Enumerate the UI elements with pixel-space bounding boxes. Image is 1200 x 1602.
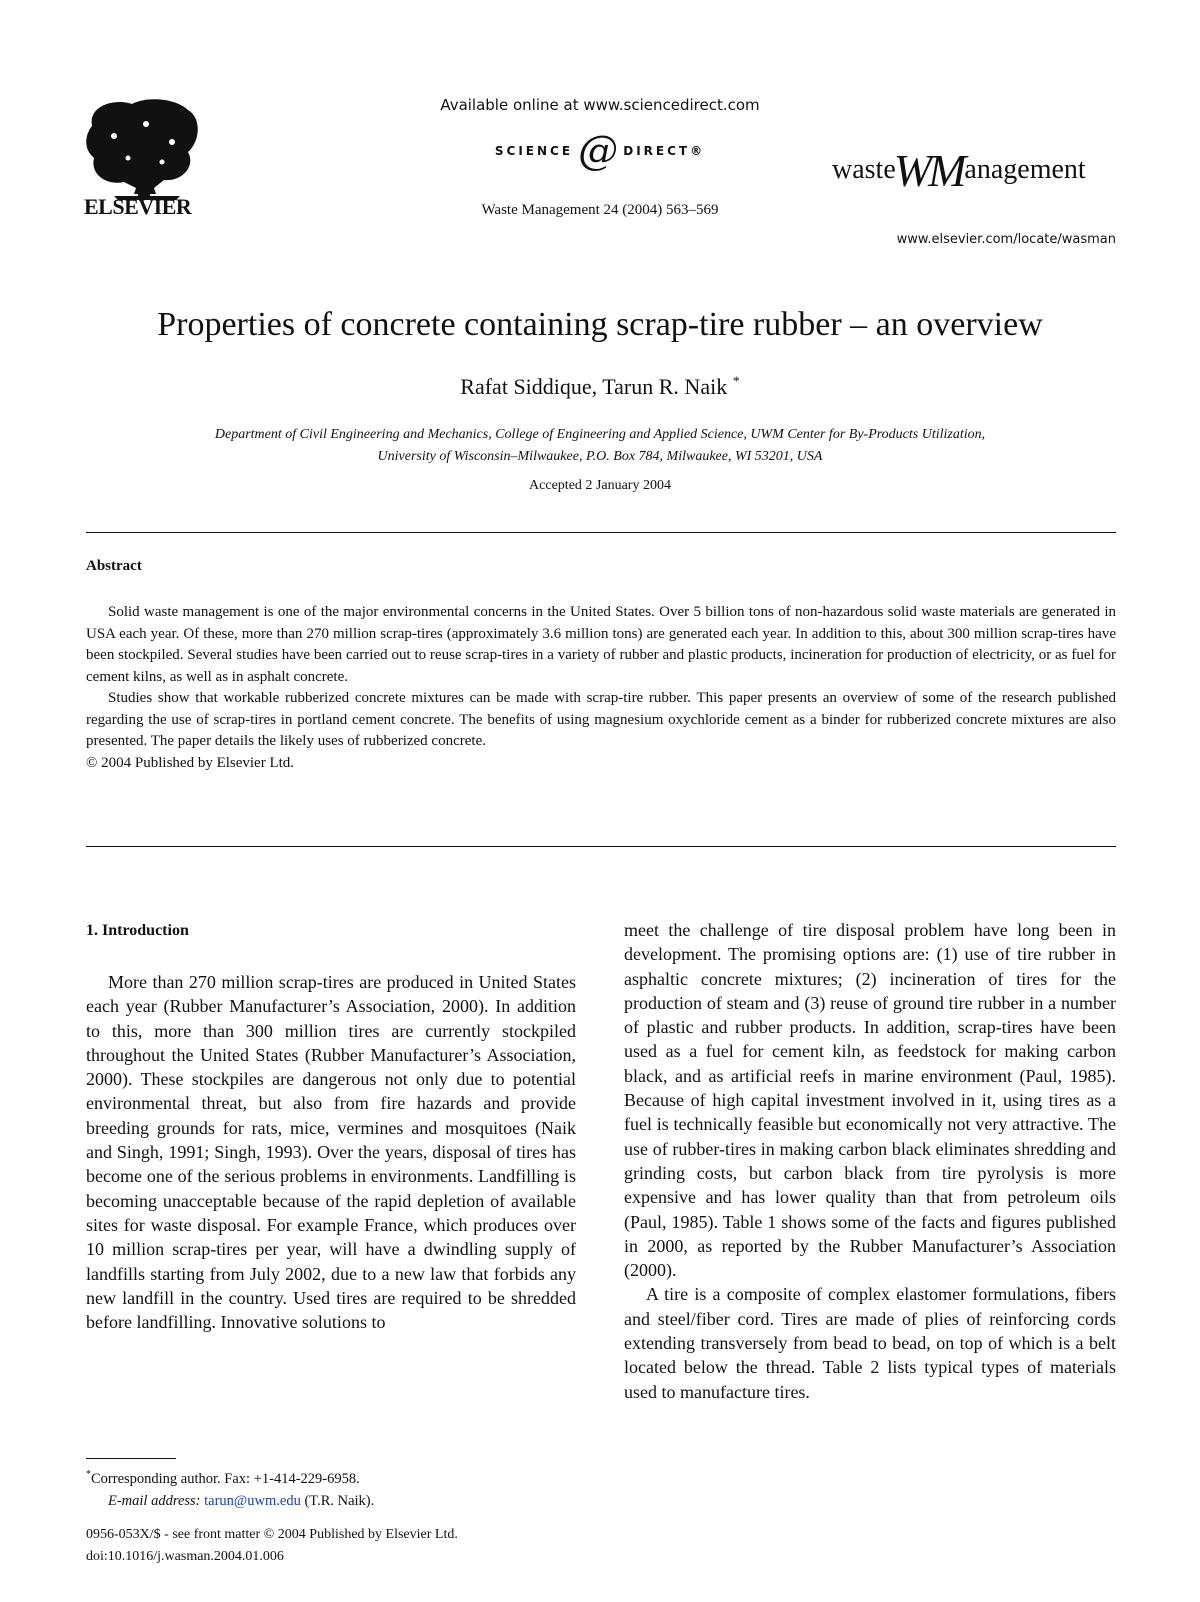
- author-names: Rafat Siddique, Tarun R. Naik: [460, 374, 728, 399]
- body-right-column: [624, 918, 1116, 1404]
- body-right-paragraph-2: A tire is a composite of complex elastomer formulations, fibers and steel/fiber cord. Tires are made of plies of reinforcing cords extending transversely from bead to bead, on top of which is a belt located below the thread. Table 2 lists typical types of materials used to manufacture tires.: [624, 1284, 1116, 1402]
- affiliation-line-1: Department of Civil Engineering and Mechanics, College of Engineering and Applied Science, UWM Center for By-Products Utilization,: [214, 427, 986, 442]
- abstract-top-rule: [86, 532, 1116, 533]
- footnote-email-owner: (T.R. Naik).: [304, 1492, 375, 1509]
- footnote-mark: *: [86, 1469, 91, 1480]
- footnote-corresponding: [86, 1464, 586, 1490]
- journal-logo-letter2: M: [928, 145, 967, 196]
- footnote-email-label: E-mail address:: [108, 1492, 201, 1509]
- article-title: Properties of concrete containing scrap-tire rubber – an overview: [157, 306, 1043, 343]
- footnote: [86, 1464, 586, 1512]
- sciencedirect-at-icon: @: [578, 128, 619, 174]
- abstract-paragraph-2: Studies show that workable rubberized concrete mixtures can be made with scrap-tire rubber. This paper presents an overview of some of the research published regarding the use of scrap-tires in portland cement concrete. The benefits of using magnesium oxychloride cement as a binder for rubberized concrete mixtures are also presented. The paper details the likely uses of rubberized concrete.: [86, 690, 1116, 749]
- corresponding-author-mark[interactable]: *: [732, 374, 740, 390]
- section-heading-introduction: 1. Introduction: [86, 922, 189, 939]
- journal-logo: [832, 136, 1086, 196]
- sciencedirect-right: DIRECT®: [623, 144, 706, 158]
- abstract-body: [86, 602, 1116, 774]
- body-left-paragraph-1: More than 270 million scrap-tires are produced in United States each year (Rubber Manufacturer’s Association, 2000). In addition to this, more than 300 million tires are currently stockpiled throughout the United States (Rubber Manufacturer’s Association, 2000). These stockpiles are dangerous not only due to potential environmental threat, but also from fire hazards and provide breeding grounds for rats, mice, vermines and mosquitoes (Naik and Singh, 1991; Singh, 1993). Over the years, disposal of tires has become one of the serious problems in environments. Landfilling is becoming unacceptable because of the rapid depletion of available sites for waste disposal. For example France, which produces over 10 million scrap-tires per year, will have a dwindling supply of landfills starting from July 2002, due to a new law that forbids any new landfill in the country. Used tires are required to be shredded before landfilling. Innovative solutions to: [86, 972, 576, 1333]
- journal-logo-letter1: W: [893, 145, 933, 196]
- abstract-heading: Abstract: [86, 558, 142, 574]
- abstract-copyright: © 2004 Published by Elsevier Ltd.: [86, 754, 295, 771]
- front-matter: [86, 1524, 458, 1568]
- publisher-name: ELSEVIER: [84, 194, 192, 219]
- abstract-paragraph-1: Solid waste management is one of the major environmental concerns in the United States. Over 5 billion tons of non-hazardous solid waste materials are generated in USA each year. Of these, more than 270 million scrap-tires (approximately 3.6 million tons) are generated each year. In addition to this, about 300 million scrap-tires have been stockpiled. Several studies have been carried out to reuse scrap-tires in a variety of rubber and plastic products, incineration for production of electricity, or as fuel for cement kilns, as well as in asphalt concrete.: [86, 604, 1116, 685]
- abstract-bottom-rule: [86, 846, 1116, 847]
- available-online-line: Available online at www.sciencedirect.com: [440, 96, 760, 114]
- body-right-paragraph-1: meet the challenge of tire disposal problem have long been in development. The promising options are: (1) use of tire rubber in asphaltic concrete mixtures; (2) incineration of tires for the production of steam and (3) reuse of ground tire rubber in a number of plastic and rubber products. In addition, scrap-tires have been used as a fuel for cement kiln, as feedstock for making carbon black, and as artificial reefs in marine environment (Paul, 1985). Because of high capital investment involved in it, using tires as a fuel is technically feasible but economically not very attractive. The use of rubber-tires in making carbon black eliminates shredding and grinding costs, but carbon black from tire pyrolysis is more expensive and has lower quality than that from petroleum oils (Paul, 1985). Table 1 shows some of the facts and figures published in 2000, as reported by the Rubber Manufacturer’s Association (2000).: [624, 920, 1116, 1281]
- body-left-column: [86, 970, 576, 1334]
- footnote-email-link[interactable]: tarun@uwm.edu: [204, 1492, 301, 1509]
- sciencedirect-left: SCIENCE: [494, 144, 574, 158]
- journal-url[interactable]: www.elsevier.com/locate/wasman: [896, 232, 1116, 247]
- journal-reference: Waste Management 24 (2004) 563–569: [481, 202, 719, 218]
- accepted-date: Accepted 2 January 2004: [529, 478, 671, 493]
- footnote-email-line: [86, 1490, 586, 1512]
- footnote-rule: [86, 1458, 176, 1459]
- article-authors: [0, 374, 1200, 400]
- footnote-corresponding-text: Corresponding author. Fax: +1-414-229-6958.: [91, 1470, 360, 1487]
- issn-line: 0956-053X/$ - see front matter © 2004 Published by Elsevier Ltd.: [86, 1527, 458, 1542]
- author-affiliation: [100, 424, 1100, 468]
- journal-logo-word1: waste: [832, 154, 896, 185]
- journal-logo-word2: anagement: [964, 154, 1086, 185]
- doi-line[interactable]: doi:10.1016/j.wasman.2004.01.006: [86, 1549, 284, 1564]
- affiliation-line-2: University of Wisconsin–Milwaukee, P.O. Box 784, Milwaukee, WI 53201, USA: [377, 449, 823, 464]
